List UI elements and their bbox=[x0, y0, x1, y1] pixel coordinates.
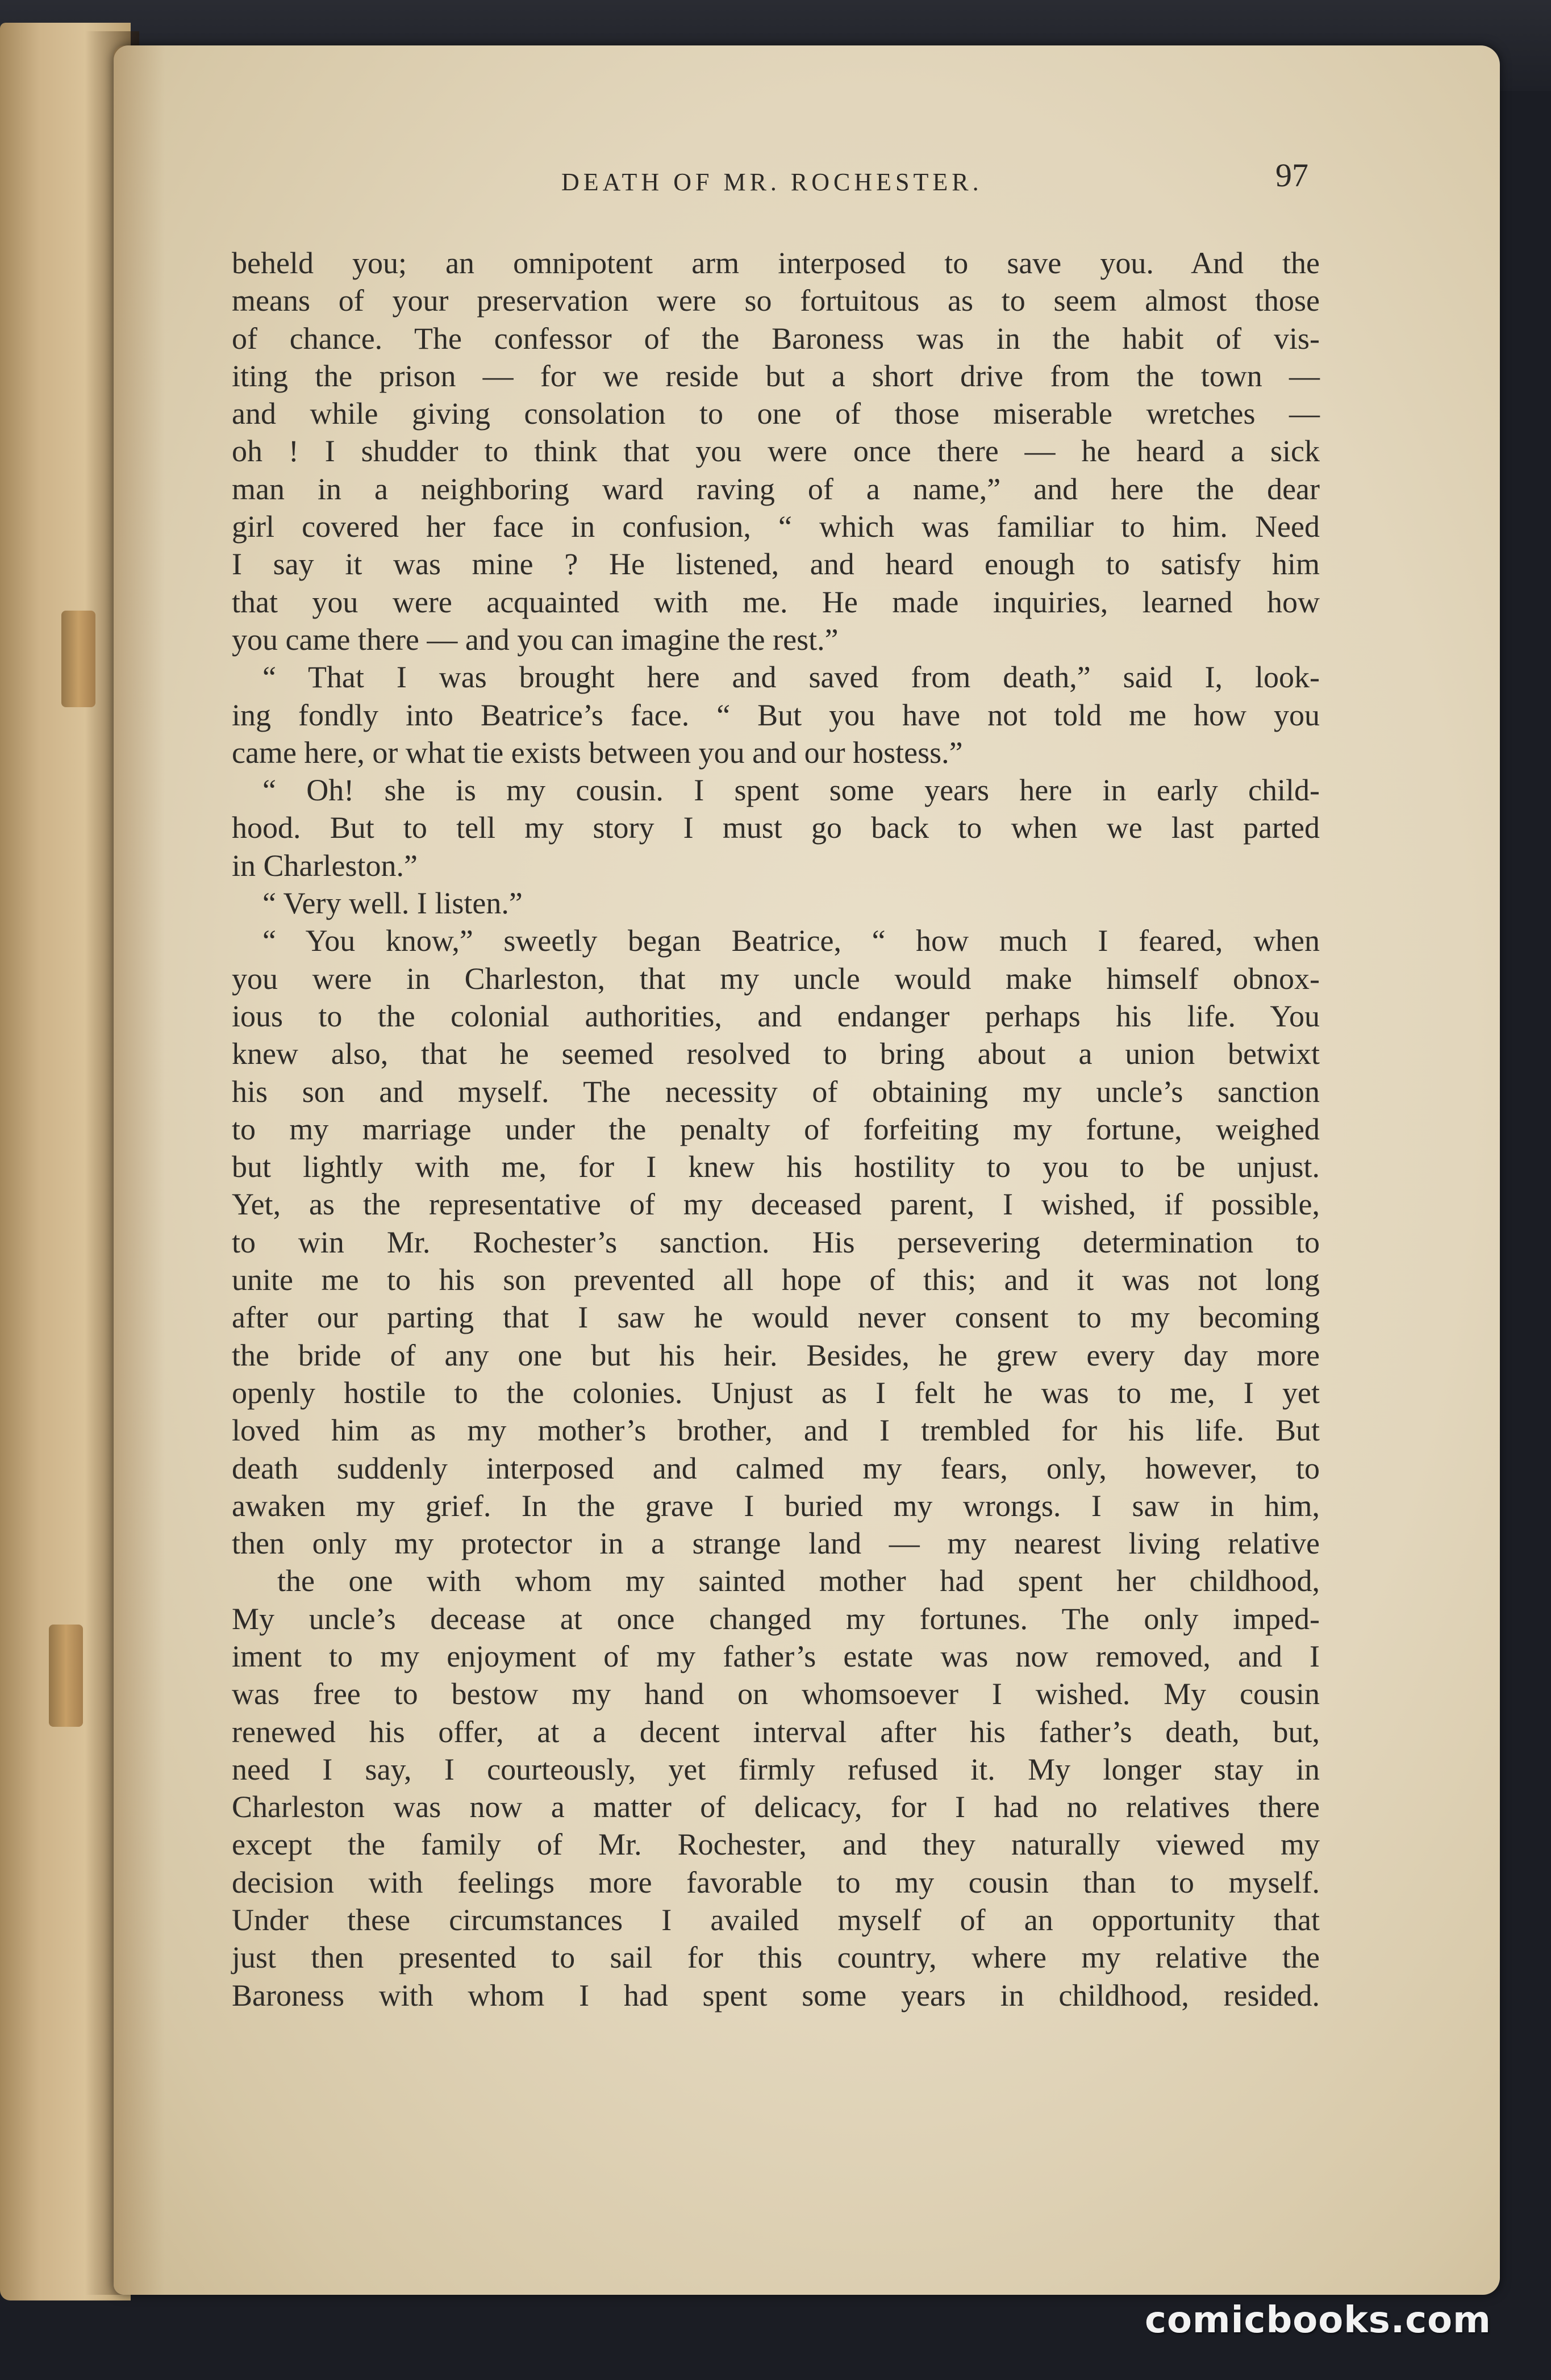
text-line: and while giving consolation to one of those miserable wretches — bbox=[232, 396, 1320, 431]
text-line: oh ! I shudder to think that you were once there — he heard a sick bbox=[232, 434, 1320, 469]
text-line: just then presented to sail for this country, where my relative the bbox=[232, 1940, 1320, 1975]
text-line: iting the prison — for we reside but a short drive from the town — bbox=[232, 358, 1320, 393]
text-line: came here, or what tie exists between you and our hostess.” bbox=[232, 735, 963, 770]
page-number: 97 bbox=[1275, 157, 1308, 194]
text-line: need I say, I courteously, yet firmly refused it. My longer stay in bbox=[232, 1752, 1320, 1786]
text-line: Under these circumstances I availed myself of an opportunity that bbox=[232, 1903, 1320, 1938]
text-line: after our parting that I saw he would never consent to my becoming bbox=[232, 1300, 1320, 1335]
text-line: to win Mr. Rochester’s sanction. His persevering determination to bbox=[232, 1225, 1320, 1259]
text-line: ious to the colonial authorities, and endanger perhaps his life. You bbox=[232, 999, 1320, 1033]
text-line: you were in Charleston, that my uncle would make himself obnox- bbox=[232, 961, 1320, 996]
text-line: decision with feelings more favorable to my cousin than to myself. bbox=[232, 1865, 1320, 1899]
text-line: knew also, that he seemed resolved to bring about a union betwixt bbox=[232, 1037, 1320, 1071]
site-watermark: comicbooks.com bbox=[1145, 2299, 1491, 2341]
text-line: Baroness with whom I had spent some years in childhood, resided. bbox=[232, 1978, 1320, 2012]
text-line: means of your preservation were so fortuitous as to seem almost those bbox=[232, 283, 1320, 318]
text-line: renewed his offer, at a decent interval after his father’s death, but, bbox=[232, 1714, 1320, 1749]
text-line: unite me to his son prevented all hope of this; and it was not long bbox=[232, 1263, 1320, 1297]
binding-tape-lower bbox=[49, 1625, 83, 1727]
text-line: “ That I was brought here and saved from death,” said I, look- bbox=[262, 660, 1320, 695]
text-line: girl covered her face in confusion, “ which was familiar to him. Need bbox=[232, 510, 1320, 544]
text-line: openly hostile to the colonies. Unjust as I felt he was to me, I yet bbox=[232, 1375, 1320, 1410]
text-line: then only my protector in a strange land — my nearest living relative bbox=[232, 1526, 1320, 1561]
text-line: to my marriage under the penalty of forfeiting my fortune, weighed bbox=[232, 1112, 1320, 1146]
text-line: beheld you; an omnipotent arm interposed to save you. And the bbox=[232, 246, 1320, 280]
binding-tape-upper bbox=[61, 611, 95, 707]
text-line: the one with whom my sainted mother had spent her childhood, bbox=[277, 1564, 1320, 1598]
text-line: his son and myself. The necessity of obtaining my uncle’s sanction bbox=[232, 1074, 1320, 1109]
body-text bbox=[232, 244, 1320, 2014]
text-line: ing fondly into Beatrice’s face. “ But you have not told me how you bbox=[232, 698, 1320, 732]
text-line: loved him as my mother’s brother, and I trembled for his life. But bbox=[232, 1413, 1320, 1448]
text-line: Charleston was now a matter of delicacy, for I had no relatives there bbox=[232, 1790, 1320, 1824]
text-line: of chance. The confessor of the Baroness was in the habit of vis- bbox=[232, 321, 1320, 356]
running-head-title: DEATH OF MR. ROCHESTER. bbox=[561, 168, 983, 196]
text-line: My uncle’s decease at once changed my fortunes. The only imped- bbox=[232, 1601, 1320, 1636]
text-line: hood. But to tell my story I must go back to when we last parted bbox=[232, 811, 1320, 845]
text-line: “ You know,” sweetly began Beatrice, “ how much I feared, when bbox=[262, 924, 1320, 958]
text-line: man in a neighboring ward raving of a name,” and here the dear bbox=[232, 471, 1320, 506]
text-line: but lightly with me, for I knew his hostility to you to be unjust. bbox=[232, 1150, 1320, 1184]
text-line: was free to bestow my hand on whomsoever I wished. My cousin bbox=[232, 1677, 1320, 1711]
text-line: you came there — and you can imagine the rest.” bbox=[232, 622, 839, 657]
text-line: “ Oh! she is my cousin. I spent some years here in early child- bbox=[262, 773, 1320, 808]
text-line: in Charleston.” bbox=[232, 848, 418, 883]
text-line: “ Very well. I listen.” bbox=[262, 886, 523, 921]
text-line: except the family of Mr. Rochester, and they naturally viewed my bbox=[232, 1827, 1320, 1862]
page-header bbox=[0, 114, 1500, 196]
text-line: I say it was mine ? He listened, and heard enough to satisfy him bbox=[232, 547, 1320, 582]
text-line: iment to my enjoyment of my father’s estate was now removed, and I bbox=[232, 1639, 1320, 1673]
text-line: death suddenly interposed and calmed my fears, only, however, to bbox=[232, 1451, 1320, 1485]
text-line: awaken my grief. In the grave I buried my wrongs. I saw in him, bbox=[232, 1488, 1320, 1523]
text-line: Yet, as the representative of my deceased parent, I wished, if possible, bbox=[232, 1187, 1320, 1222]
text-line: that you were acquainted with me. He made inquiries, learned how bbox=[232, 584, 1320, 619]
text-line: the bride of any one but his heir. Besides, he grew every day more bbox=[232, 1338, 1320, 1372]
